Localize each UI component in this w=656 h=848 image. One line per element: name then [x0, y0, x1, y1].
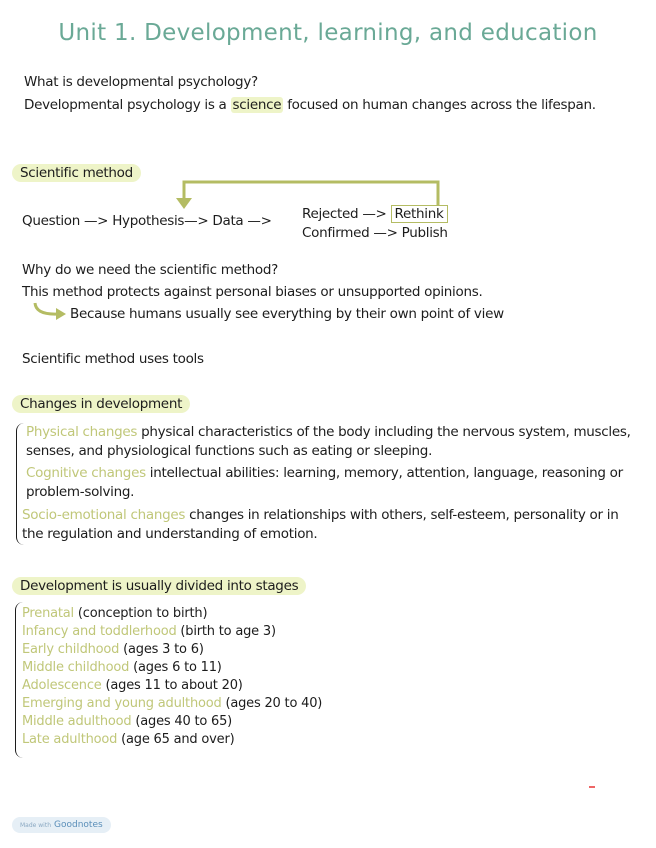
change-socio-emotional: Socio-emotional changes changes in relationships with others, self-esteem, personality or in the regulation and understanding of emotion. — [22, 507, 619, 542]
why-answer: This method protects against personal biases or unsupported opinions. — [22, 284, 483, 300]
ink-mark — [589, 786, 595, 788]
curved-arrow-icon — [32, 301, 70, 323]
list-item: Adolescence (ages 11 to about 20) — [22, 678, 243, 693]
scientific-method-heading: Scientific method — [12, 165, 141, 181]
change-cognitive: Cognitive changes intellectual abilities: learning, memory, attention, language, reasoning or problem-solving. — [26, 465, 623, 500]
intro-answer: Developmental psychology is a science focused on human changes across the lifespan. — [24, 97, 596, 113]
flow-rejected-line: Rejected —> Rethink — [302, 205, 448, 224]
science-highlight: science — [232, 97, 282, 113]
stages-heading: Development is usually divided into stages — [12, 578, 306, 594]
flow-confirmed-line: Confirmed —> Publish — [302, 225, 448, 241]
tools-note: Scientific method uses tools — [22, 351, 204, 367]
flow-publish: Publish — [401, 225, 448, 241]
list-item: Middle childhood (ages 6 to 11) — [22, 660, 222, 675]
method-flow: Question —> Hypothesis—> Data —> — [22, 213, 272, 229]
flow-rejected: Rejected — [302, 206, 359, 222]
because-note: Because humans usually see everything by their own point of view — [70, 306, 504, 322]
why-question: Why do we need the scientific method? — [22, 262, 278, 278]
list-item: Emerging and young adulthood (ages 20 to 40) — [22, 696, 323, 711]
goodnotes-badge[interactable]: Made with Goodnotes — [12, 817, 111, 833]
flow-rethink: Rethink — [391, 205, 448, 223]
intro-question: What is developmental psychology? — [24, 74, 258, 90]
list-item: Infancy and toddlerhood (birth to age 3) — [22, 624, 276, 639]
flow-question: Question — [22, 213, 80, 229]
change-physical: Physical changes physical characteristics of the body including the nervous system, muscles, senses, and physiological functions such as eating or sleeping. — [26, 424, 631, 459]
list-item: Middle adulthood (ages 40 to 65) — [22, 714, 233, 729]
list-item: Late adulthood (age 65 and over) — [22, 732, 235, 747]
flow-hypothesis: Hypothesis — [112, 213, 185, 229]
list-item: Prenatal (conception to birth) — [22, 606, 208, 621]
stages-list — [22, 605, 322, 749]
flow-data: Data — [212, 213, 244, 229]
changes-heading: Changes in development — [12, 396, 190, 412]
page-title: Unit 1. Development, learning, and education — [58, 20, 598, 46]
flow-confirmed: Confirmed — [302, 225, 370, 241]
list-item: Early childhood (ages 3 to 6) — [22, 642, 204, 657]
